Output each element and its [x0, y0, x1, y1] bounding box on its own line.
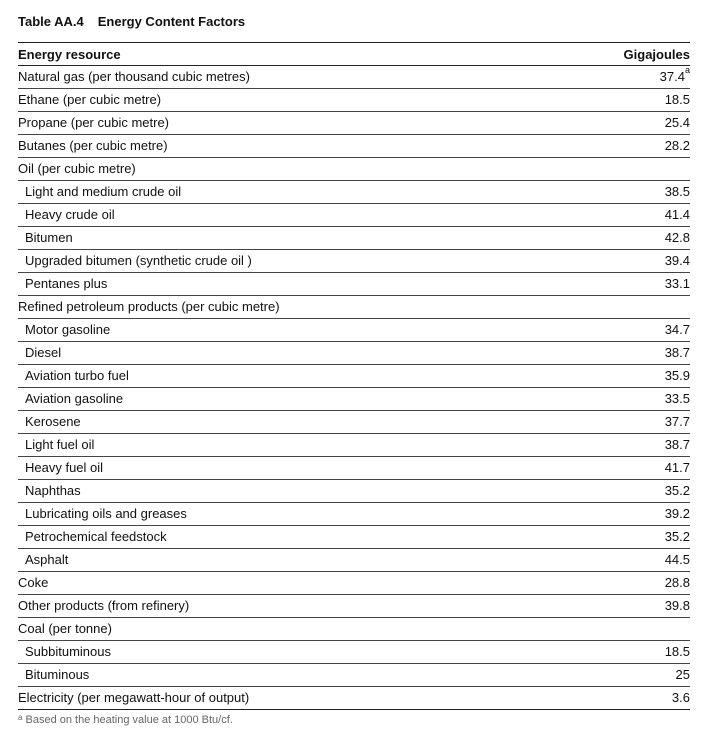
table-row	[18, 319, 690, 342]
row-gigajoules-value: 18.5	[664, 644, 690, 659]
row-gigajoules	[558, 526, 690, 549]
row-energy-resource: Coke	[18, 572, 558, 595]
row-gigajoules-value: 39.8	[664, 598, 690, 613]
row-energy-resource: Aviation turbo fuel	[18, 365, 558, 388]
table-row	[18, 572, 690, 595]
row-energy-resource: Heavy fuel oil	[18, 457, 558, 480]
table-row	[18, 434, 690, 457]
row-energy-resource: Light fuel oil	[18, 434, 558, 457]
row-gigajoules	[558, 388, 690, 411]
footnote-text: Based on the heating value at 1000 Btu/cf.	[25, 714, 233, 726]
row-gigajoules	[558, 296, 690, 319]
row-gigajoules	[558, 664, 690, 687]
row-energy-resource: Propane (per cubic metre)	[18, 112, 558, 135]
row-gigajoules-value: 28.8	[664, 575, 690, 590]
table-row	[18, 204, 690, 227]
row-gigajoules-value: 37.4	[659, 69, 685, 84]
row-energy-resource: Subbituminous	[18, 641, 558, 664]
table-row	[18, 480, 690, 503]
table-row	[18, 250, 690, 273]
row-energy-resource: Lubricating oils and greases	[18, 503, 558, 526]
row-gigajoules	[558, 457, 690, 480]
row-gigajoules	[558, 480, 690, 503]
row-gigajoules-value: 3.6	[671, 690, 690, 705]
table-row	[18, 687, 690, 710]
row-gigajoules	[558, 342, 690, 365]
row-gigajoules	[558, 112, 690, 135]
row-energy-resource: Bitumen	[18, 227, 558, 250]
row-gigajoules	[558, 273, 690, 296]
row-energy-resource: Upgraded bitumen (synthetic crude oil )	[18, 250, 558, 273]
row-gigajoules-value: 38.7	[664, 437, 690, 452]
row-gigajoules-value: 25	[675, 667, 690, 682]
row-gigajoules	[558, 227, 690, 250]
row-energy-resource: Other products (from refinery)	[18, 595, 558, 618]
footnote-marker: a	[18, 713, 23, 722]
row-gigajoules	[558, 434, 690, 457]
row-gigajoules-value: 39.4	[664, 253, 690, 268]
row-gigajoules-value: 35.2	[664, 529, 690, 544]
row-gigajoules-value: 39.2	[664, 506, 690, 521]
row-energy-resource: Light and medium crude oil	[18, 181, 558, 204]
row-gigajoules-value: 37.7	[664, 414, 690, 429]
row-gigajoules-value: 25.4	[664, 115, 690, 130]
row-gigajoules	[558, 204, 690, 227]
row-energy-resource: Motor gasoline	[18, 319, 558, 342]
row-gigajoules	[558, 66, 690, 89]
row-energy-resource: Pentanes plus	[18, 273, 558, 296]
row-gigajoules-value: 35.2	[664, 483, 690, 498]
table-row	[18, 549, 690, 572]
table-row	[18, 388, 690, 411]
row-gigajoules-value: 18.5	[664, 92, 690, 107]
table-row	[18, 664, 690, 687]
header-energy-resource: Energy resource	[18, 43, 558, 66]
table-row	[18, 181, 690, 204]
row-gigajoules-value: 42.8	[664, 230, 690, 245]
table-row	[18, 618, 690, 641]
table-row	[18, 457, 690, 480]
table-row	[18, 158, 690, 181]
row-gigajoules-value: 33.5	[664, 391, 690, 406]
table-body	[18, 66, 690, 710]
table-row	[18, 411, 690, 434]
row-gigajoules	[558, 411, 690, 434]
row-energy-resource: Petrochemical feedstock	[18, 526, 558, 549]
table-row	[18, 365, 690, 388]
row-energy-resource: Oil (per cubic metre)	[18, 158, 558, 181]
row-gigajoules	[558, 250, 690, 273]
row-gigajoules-value: 41.4	[664, 207, 690, 222]
table-row	[18, 112, 690, 135]
row-gigajoules	[558, 595, 690, 618]
table-row	[18, 503, 690, 526]
row-energy-resource: Aviation gasoline	[18, 388, 558, 411]
row-gigajoules	[558, 549, 690, 572]
table-footnote	[18, 714, 690, 726]
row-gigajoules-value: 41.7	[664, 460, 690, 475]
footnote-reference: a	[684, 65, 690, 75]
table-row	[18, 641, 690, 664]
row-gigajoules-value: 28.2	[664, 138, 690, 153]
table-row	[18, 342, 690, 365]
header-gigajoules: Gigajoules	[558, 43, 690, 66]
row-energy-resource: Asphalt	[18, 549, 558, 572]
row-gigajoules	[558, 89, 690, 112]
document-page	[18, 14, 690, 726]
row-gigajoules	[558, 365, 690, 388]
row-gigajoules-value: 38.7	[664, 345, 690, 360]
row-energy-resource: Heavy crude oil	[18, 204, 558, 227]
table-row	[18, 89, 690, 112]
table-header-row	[18, 43, 690, 66]
row-energy-resource: Refined petroleum products (per cubic metre)	[18, 296, 558, 319]
table-row	[18, 595, 690, 618]
row-energy-resource: Ethane (per cubic metre)	[18, 89, 558, 112]
row-energy-resource: Bituminous	[18, 664, 558, 687]
row-gigajoules	[558, 503, 690, 526]
row-gigajoules	[558, 158, 690, 181]
table-caption: Energy Content Factors	[97, 14, 246, 29]
row-gigajoules	[558, 618, 690, 641]
row-gigajoules-value: 44.5	[664, 552, 690, 567]
row-gigajoules	[558, 687, 690, 710]
row-gigajoules	[558, 319, 690, 342]
row-gigajoules-value: 34.7	[664, 322, 690, 337]
table-title	[18, 14, 690, 34]
table-row	[18, 273, 690, 296]
row-gigajoules	[558, 181, 690, 204]
table-row	[18, 227, 690, 250]
row-energy-resource: Diesel	[18, 342, 558, 365]
row-gigajoules	[558, 135, 690, 158]
row-gigajoules-value: 35.9	[664, 368, 690, 383]
row-gigajoules-value: 33.1	[664, 276, 690, 291]
row-gigajoules-value: 38.5	[664, 184, 690, 199]
row-energy-resource: Butanes (per cubic metre)	[18, 135, 558, 158]
table-number: Table AA.4	[18, 14, 84, 29]
row-energy-resource: Naphthas	[18, 480, 558, 503]
row-gigajoules	[558, 641, 690, 664]
row-energy-resource: Electricity (per megawatt-hour of output)	[18, 687, 558, 710]
table-row	[18, 66, 690, 89]
row-energy-resource: Natural gas (per thousand cubic metres)	[18, 66, 558, 89]
row-energy-resource: Kerosene	[18, 411, 558, 434]
row-energy-resource: Coal (per tonne)	[18, 618, 558, 641]
table-row	[18, 526, 690, 549]
table-row	[18, 135, 690, 158]
energy-content-table	[18, 42, 690, 710]
table-row	[18, 296, 690, 319]
row-gigajoules	[558, 572, 690, 595]
